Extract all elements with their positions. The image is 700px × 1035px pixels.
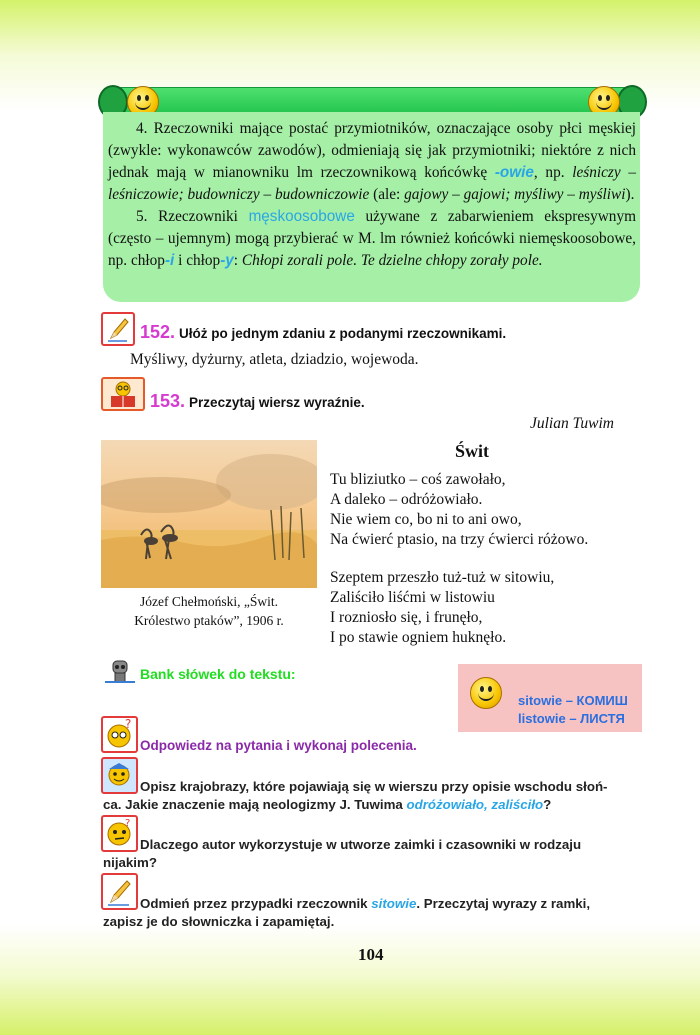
question-2-cont: nijakim? [103,855,157,870]
poem-line: Szeptem przeszło tuż-tuż w sitowiu, [330,569,555,586]
poem-line: Nie wiem co, bo ni to ani owo, [330,511,522,528]
question-smiley-icon [101,716,138,753]
question-3-cont: zapisz je do słowniczka i zapamiętaj. [103,914,335,929]
exercise-152-words: Myśliwy, dyżurny, atleta, dziadzio, wojewoda. [130,351,419,368]
exercise-task: Przeczytaj wiersz wyraźnie. [189,395,365,410]
vocabulary-list [518,692,628,728]
vocab-item-sitowie: sitowie – КОМИШ [518,693,628,708]
poem-stanza-2 [330,568,554,648]
poem-line: I po stawie ogniem huknęło. [330,629,507,646]
smiley-pencil-icon [470,677,502,709]
questions-header: Odpowiedz na pytania i wykonaj polecenia. [140,738,417,753]
question-1: Opisz krajobrazy, które pojawiają się w wierszu przy opisie wschodu słoń- [140,779,608,794]
question-1-cont: ca. Jakie znaczenie mają neologizmy J. Tuwima odróżowiało, zaliściło? [103,797,552,812]
rule-point-4: 4. Rzeczowniki mające postać przymiotników, oznaczające osoby płci męskiej (zwykle: wykonawców zawodów), odmieniają się jak przymiotniki; niektóre z nich jednak mają w mianowniku lm rzeczownikową końcówkę -owie, np. leśniczy – leśniczowie; budowniczy – budowniczowie (ale: gajowy – gajowi; myśliwy – myśliwi). [108,120,637,203]
grammar-rule-text [108,118,636,272]
question-2: Dlaczego autor wykorzystuje w utworze zaimki i czasowniki w rodzaju [140,837,582,852]
reading-book-icon [101,377,145,411]
poem-line: Na ćwierć ptasio, na trzy ćwierci różowo. [330,531,589,548]
poem-line: Tu bliziutko – coś zawołało, [330,471,506,488]
exercise-number: 153. [150,391,186,411]
question-3: Odmień przez przypadki rzeczownik sitowie. Przeczytaj wyrazy z ramki, [140,896,591,911]
robot-speaker-icon [103,658,137,686]
word-bank-title: Bank słówek do tekstu: [140,666,296,682]
poem-line: I rozniosło się, i frunęło, [330,609,483,626]
poem-line: A daleko – odróżowiało. [330,491,483,508]
vocab-item-listowie: listowie – ЛИСТЯ [518,711,625,726]
pencil-icon [101,873,138,910]
poem-author: Julian Tuwim [530,415,614,432]
exercise-task: Ułóż po jednym zdaniu z podanymi rzeczownikami. [179,326,507,341]
svg-text:?: ? [125,718,132,731]
exercise-152 [140,322,506,343]
painting-caption: Józef Chełmoński, „Świt. Królestwo ptaków”, 1906 r. [134,594,284,628]
poem-line: Zaliściło liśćmi w listowiu [330,589,495,606]
exercise-153 [150,391,365,412]
landscape-smiley-icon [101,757,138,794]
poem-stanza-1 [330,470,588,550]
svg-text:?: ? [125,818,131,829]
thinking-smiley-icon [101,815,138,852]
exercise-number: 152. [140,322,176,342]
poem-title: Świt [455,441,490,461]
painting-image [101,440,317,588]
rule-point-5: 5. Rzeczowniki męskoosobowe używane z zabarwieniem ekspresywnym (często – ujemnym) mogą przybierać w M. lm również końcówki niemęskoosobowe, np. chłop-i i chłop-y: Chłopi zorali pole. Te dzielne chłopy zorały pole. [108,208,637,269]
pencil-icon [101,312,135,346]
page-number: 104 [358,945,384,964]
